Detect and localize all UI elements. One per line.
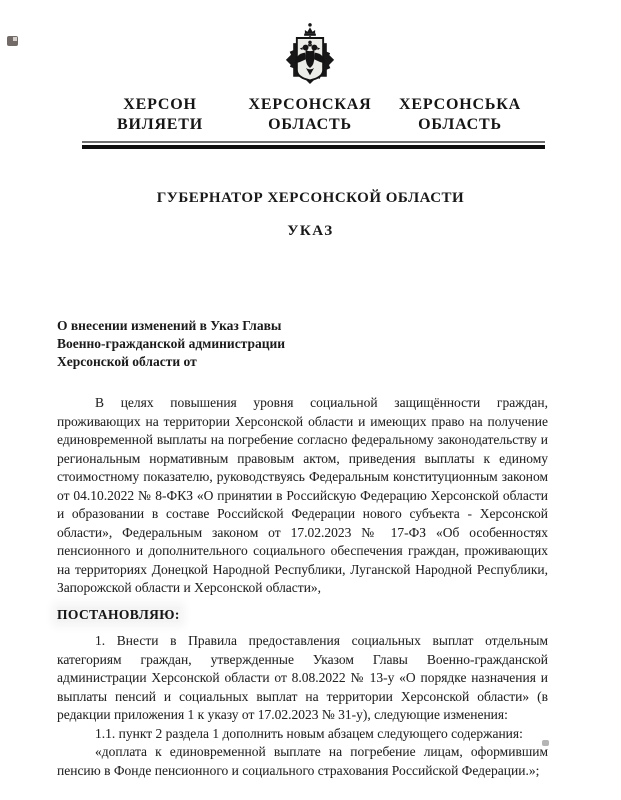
subject-line-1: О внесении изменений в Указ Главы [57, 318, 282, 333]
document-type-title: УКАЗ [287, 223, 334, 239]
scan-artifact-top-left [7, 36, 18, 46]
letterhead-khersonska-oblast [385, 95, 535, 135]
letterhead-line: ХЕРСОНСЬКА [399, 96, 521, 113]
subject-line-3: Херсонской области от [57, 354, 197, 369]
letterhead-khersonskaya-oblast [235, 95, 385, 135]
double-rule-divider [82, 141, 545, 149]
issuing-authority-title: ГУБЕРНАТОР ХЕРСОНСКОЙ ОБЛАСТИ [156, 190, 465, 206]
preamble-paragraph: В целях повышения уровня социальной защищённости граждан, проживающих на территории Херсонской области и имеющих право на получение единовременной выплаты на погребение согласно федеральному законодательству и региональным нормативным правовым актом, приведения выплаты к единому стоимостному показателю, руководствуясь Федеральным конституционным законом от 04.10.2022 № 8-ФКЗ «О принятии в Российскую Федерацию Херсонской области и образовании в составе Российской Федерации нового субъекта - Херсонской области», Федеральным законом от 17.02.2023 № 17-ФЗ «Об особенностях пенсионного и дополнительного социального обеспечения граждан, проживающих на территориях Донецкой Народной Республики, Луганской Народной Республики, Запорожской области и Херсонской области», [57, 395, 548, 595]
letterhead-kherson-vilayeti [85, 95, 235, 135]
subject-line-2: Военно-гражданской администрации [57, 336, 286, 351]
rule-thick-line [82, 145, 545, 149]
coat-of-arms-icon [273, 19, 347, 95]
amendment-item-1: 1. Внести в Правила предоставления социальных выплат отдельным категориям граждан, утвержденные Указом Главы Военно-гражданской администрации Херсонской области от 8.08.2022 № 13-у «О порядке назначения и выплаты пенсий и социальных выплат на территории Херсонской области» (в редакции приложения 1 к указу от 17.02.2023 № 31-у), следующие изменения: [57, 633, 548, 722]
amendment-item-1-1: 1.1. пункт 2 раздела 1 дополнить новым абзацем следующего содержания: [95, 725, 523, 741]
letterhead-line: ОБЛАСТЬ [268, 116, 352, 133]
letterhead-line: ХЕРСОН [123, 96, 197, 113]
letterhead-line: ХЕРСОНСКАЯ [248, 96, 372, 113]
resolution-keyword: ПОСТАНОВЛЯЮ: [57, 606, 180, 622]
letterhead-line: ОБЛАСТЬ [418, 116, 502, 133]
letterhead-row [85, 95, 535, 135]
letterhead-line: ВИЛЯЕТИ [117, 116, 203, 133]
resolution-line [57, 606, 548, 625]
decree-body [57, 394, 548, 780]
quoted-insertion-paragraph: «доплата к единовременной выплате на погребение лицам, оформившим пенсию в Фонде пенсионного и социального страхования Российской Федерации.»; [57, 744, 548, 778]
decree-subject [57, 317, 357, 371]
